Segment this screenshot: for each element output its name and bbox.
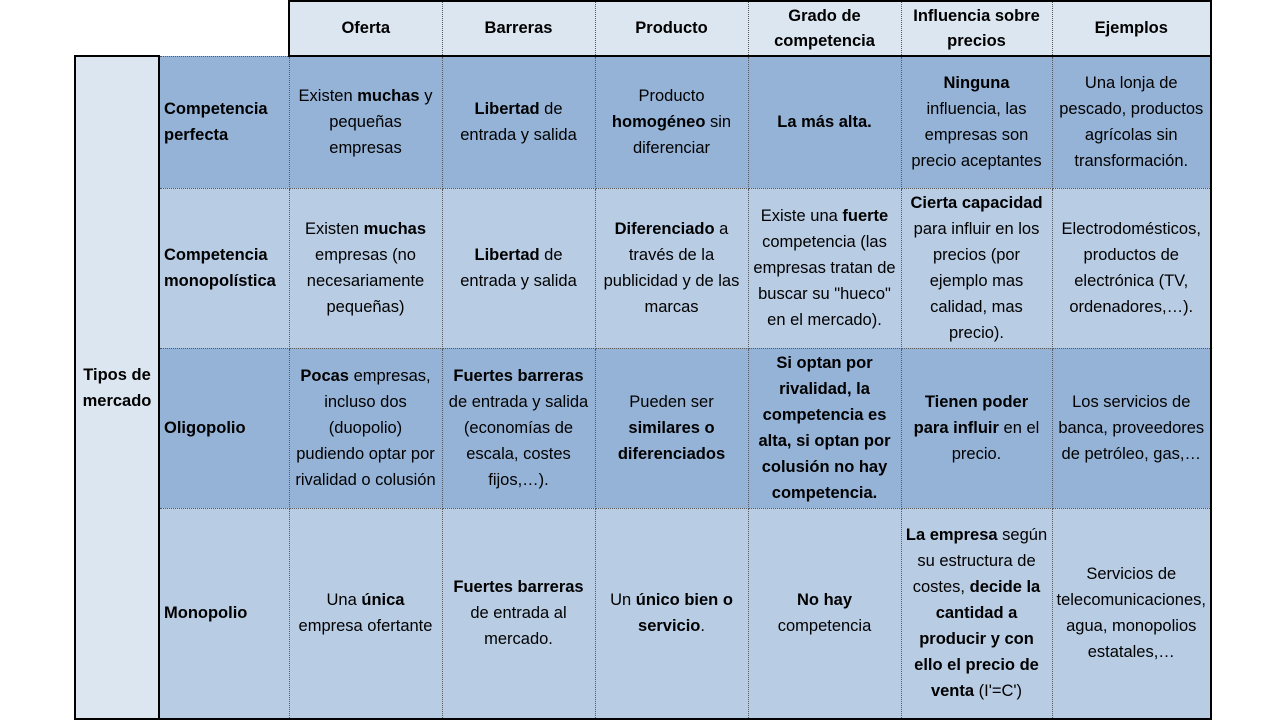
bold-text: No hay	[796, 591, 852, 610]
cell-oferta: Pocas empresas, incluso dos (duopolio) pudiendo optar por rivalidad o colusión	[289, 348, 442, 508]
cell-producto: Un único bien o servicio.	[595, 508, 748, 719]
cell-oferta: Existen muchas y pequeñas empresas	[289, 56, 442, 188]
bold-text: Si optan por rivalidad, la competencia es alta, si optan por colusión no hay competencia.	[758, 354, 891, 502]
bold-text: Fuertes barreras	[453, 578, 584, 597]
cell-producto: Diferenciado a través de la publicidad y de las marcas	[595, 188, 748, 348]
empty-corner	[75, 1, 289, 56]
bold-text: La más alta.	[777, 113, 872, 132]
cell-grado: Existe una fuerte competencia (las empresas tratan de buscar su "hueco" en el mercado).	[748, 188, 901, 348]
bold-text: La empresa	[905, 526, 998, 545]
bold-text: Fuertes barreras	[453, 367, 584, 385]
row-label: Monopolio	[159, 508, 289, 719]
cell-ejemplos: Los servicios de banca, proveedores de petróleo, gas,…	[1052, 348, 1211, 508]
row-label: Oligopolio	[159, 348, 289, 508]
cell-barreras: Fuertes barreras de entrada y salida (economías de escala, costes fijos,…).	[442, 348, 595, 508]
cell-grado	[748, 56, 901, 188]
header-barreras: Barreras	[442, 1, 595, 56]
cell-barreras: Libertad de entrada y salida	[442, 56, 595, 188]
cell-influencia: La empresa según su estructura de costes, decide la cantidad a producir y con ello el precio de venta (I'=C')	[901, 508, 1052, 719]
header-producto: Producto	[595, 1, 748, 56]
bold-text: único bien o servicio	[635, 591, 733, 636]
bold-text: fuerte	[842, 207, 889, 225]
cell-oferta: Una única empresa ofertante	[289, 508, 442, 719]
cell-producto: Pueden ser similares o diferenciados	[595, 348, 748, 508]
tipos-de-mercado-label: Tipos de mercado	[75, 56, 159, 719]
header-influencia-precios: Influencia sobre precios	[901, 1, 1052, 56]
cell-oferta: Existen muchas empresas (no necesariamente pequeñas)	[289, 188, 442, 348]
cell-ejemplos: Electrodomésticos, productos de electrónica (TV, ordenadores,…).	[1052, 188, 1211, 348]
bold-text: Libertad	[474, 100, 540, 119]
bold-text: muchas	[357, 87, 420, 106]
bold-text: similares o diferenciados	[617, 419, 726, 463]
bold-text: Cierta capacidad	[910, 194, 1043, 212]
header-grado-competencia: Grado de competencia	[748, 1, 901, 56]
cell-influencia: Tienen poder para influir en el precio.	[901, 348, 1052, 508]
bold-text: homogéneo	[611, 113, 706, 132]
table-row	[75, 56, 1211, 188]
header-ejemplos: Ejemplos	[1052, 1, 1211, 56]
bold-text: Diferenciado	[614, 220, 715, 238]
table-row	[75, 188, 1211, 348]
bold-text: Tienen poder para influir	[913, 393, 1029, 437]
cell-influencia: Cierta capacidad para influir en los precios (por ejemplo mas calidad, mas precio).	[901, 188, 1052, 348]
cell-barreras: Fuertes barreras de entrada al mercado.	[442, 508, 595, 719]
market-types-table	[74, 0, 1212, 720]
cell-ejemplos: Una lonja de pescado, productos agrícolas sin transformación.	[1052, 56, 1211, 188]
cell-grado: No hay competencia	[748, 508, 901, 719]
bold-text: Pocas	[300, 367, 349, 385]
bold-text: decide la cantidad a producir y con ello el precio de venta	[914, 578, 1041, 701]
cell-grado	[748, 348, 901, 508]
row-label: Competencia perfecta	[159, 56, 289, 188]
header-oferta: Oferta	[289, 1, 442, 56]
row-label: Competencia monopolística	[159, 188, 289, 348]
table-row	[75, 508, 1211, 719]
bold-text: Libertad	[474, 246, 540, 264]
cell-barreras: Libertad de entrada y salida	[442, 188, 595, 348]
bold-text: muchas	[363, 220, 427, 238]
bold-text: Ninguna	[943, 74, 1010, 93]
cell-ejemplos: Servicios de telecomunicaciones, agua, monopolios estatales,…	[1052, 508, 1211, 719]
bold-text: única	[361, 591, 405, 610]
cell-influencia: Ninguna influencia, las empresas son precio aceptantes	[901, 56, 1052, 188]
cell-producto: Producto homogéneo sin diferenciar	[595, 56, 748, 188]
header-row	[75, 1, 1211, 56]
table-row	[75, 348, 1211, 508]
